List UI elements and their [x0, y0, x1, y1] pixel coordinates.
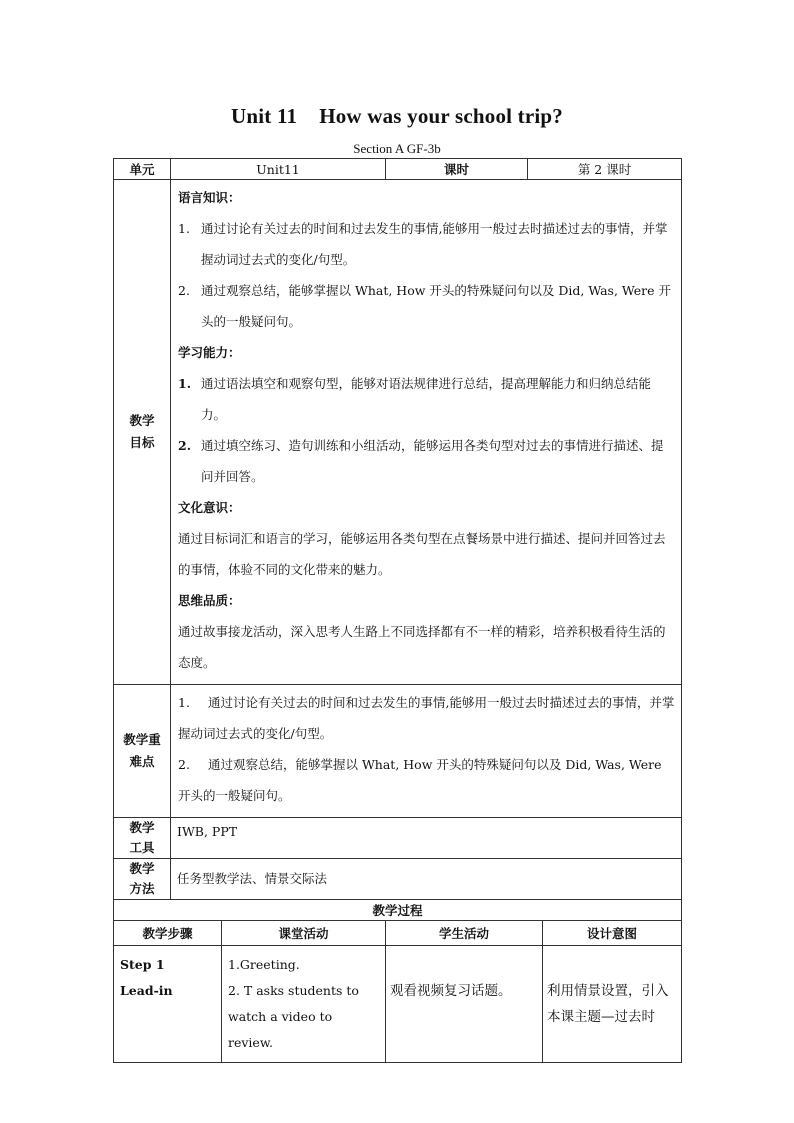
- item-text: 通过讨论有关过去的时间和过去发生的事情,能够用一般过去时描述过去的事情，并掌握动词过去式的变化/句型。: [178, 695, 675, 741]
- key-point-item: [178, 687, 675, 749]
- objectives-label-text: 教学目标: [129, 413, 155, 450]
- item-text: 通过观察总结，能够掌握以 What, How 开头的特殊疑问句以及 Did, Was, Were 开头的一般疑问句。: [201, 283, 671, 329]
- document-title: [0, 104, 794, 129]
- ability-item: [178, 368, 675, 430]
- col-step: 教学步骤: [114, 921, 222, 946]
- key-points-content: [171, 685, 682, 818]
- period-label: 课时: [386, 159, 528, 180]
- info-row: [114, 159, 682, 180]
- tools-row: [114, 818, 682, 859]
- objectives-content: [171, 180, 682, 685]
- item-number: 2.: [178, 757, 190, 772]
- item-number: 1.: [178, 695, 190, 710]
- key-point-item: [178, 749, 675, 811]
- col-activity: 课堂活动: [222, 921, 386, 946]
- process-header-row: [114, 921, 682, 946]
- item-text: 通过观察总结，能够掌握以 What, How 开头的特殊疑问句以及 Did, Was, Were 开头的一般疑问句。: [178, 757, 662, 803]
- key-points-label: [114, 685, 171, 818]
- col-design: 设计意图: [543, 921, 682, 946]
- process-title: 教学过程: [114, 900, 682, 921]
- item-text: 通过语法填空和观察句型，能够对语法规律进行总结，提高理解能力和归纳总结能力。: [201, 376, 652, 422]
- step-cell: [114, 946, 222, 1063]
- design-intent: 利用情景设置，引入本课主题—过去时: [543, 946, 682, 1063]
- item-number: 2.: [178, 438, 192, 453]
- methods-label-text: 教学方法: [129, 861, 155, 896]
- thinking-text: 通过故事接龙活动，深入思考人生路上不同选择都有不一样的精彩，培养积极看待生活的态度。: [178, 624, 666, 670]
- activity-cell: [222, 946, 386, 1063]
- col-student: 学生活动: [386, 921, 543, 946]
- methods-label: [114, 859, 171, 900]
- culture-title: 文化意识：: [178, 500, 241, 515]
- item-text: 通过填空练习、造句训练和小组活动，能够运用各类句型对过去的事情进行描述、提问并回答。: [201, 438, 664, 484]
- lesson-plan-table: [113, 158, 682, 1063]
- step-name: Lead-in: [120, 983, 173, 998]
- item-number: 1.: [178, 376, 192, 391]
- methods-value: 任务型教学法、情景交际法: [171, 859, 682, 900]
- process-row: [114, 946, 682, 1063]
- process-title-row: [114, 900, 682, 921]
- item-number: 1.: [178, 221, 190, 236]
- activity-line: 2. T asks students to watch a video to review.: [228, 983, 359, 1050]
- tools-value: IWB, PPT: [171, 818, 682, 859]
- activity-line: 1.Greeting.: [228, 957, 300, 972]
- item-number: 2.: [178, 283, 190, 298]
- unit-title: How was your school trip?: [319, 104, 563, 128]
- key-points-row: [114, 685, 682, 818]
- period-value: 第 2 课时: [528, 159, 682, 180]
- unit-number: Unit 11: [231, 104, 298, 128]
- ability-title: 学习能力：: [178, 345, 241, 360]
- methods-row: [114, 859, 682, 900]
- thinking-title: 思维品质：: [178, 593, 241, 608]
- language-title: 语言知识：: [178, 190, 241, 205]
- tools-label-text: 教学工具: [129, 820, 155, 855]
- ability-item: [178, 430, 675, 492]
- unit-value: Unit11: [171, 159, 386, 180]
- item-text: 通过讨论有关过去的时间和过去发生的事情,能够用一般过去时描述过去的事情，并掌握动词过去式的变化/句型。: [201, 221, 668, 267]
- section-subtitle: Section A GF-3b: [353, 141, 441, 156]
- objectives-label: [114, 180, 171, 685]
- step-number: Step 1: [120, 957, 165, 972]
- student-activity: 观看视频复习话题。: [386, 946, 543, 1063]
- language-item: [178, 213, 675, 275]
- key-points-label-text: 教学重难点: [123, 732, 161, 769]
- language-item: [178, 275, 675, 337]
- tools-label: [114, 818, 171, 859]
- culture-text: 通过目标词汇和语言的学习，能够运用各类句型在点餐场景中进行描述、提问并回答过去的事情，体验不同的文化带来的魅力。: [178, 531, 666, 577]
- unit-label: 单元: [114, 159, 171, 180]
- objectives-row: [114, 180, 682, 685]
